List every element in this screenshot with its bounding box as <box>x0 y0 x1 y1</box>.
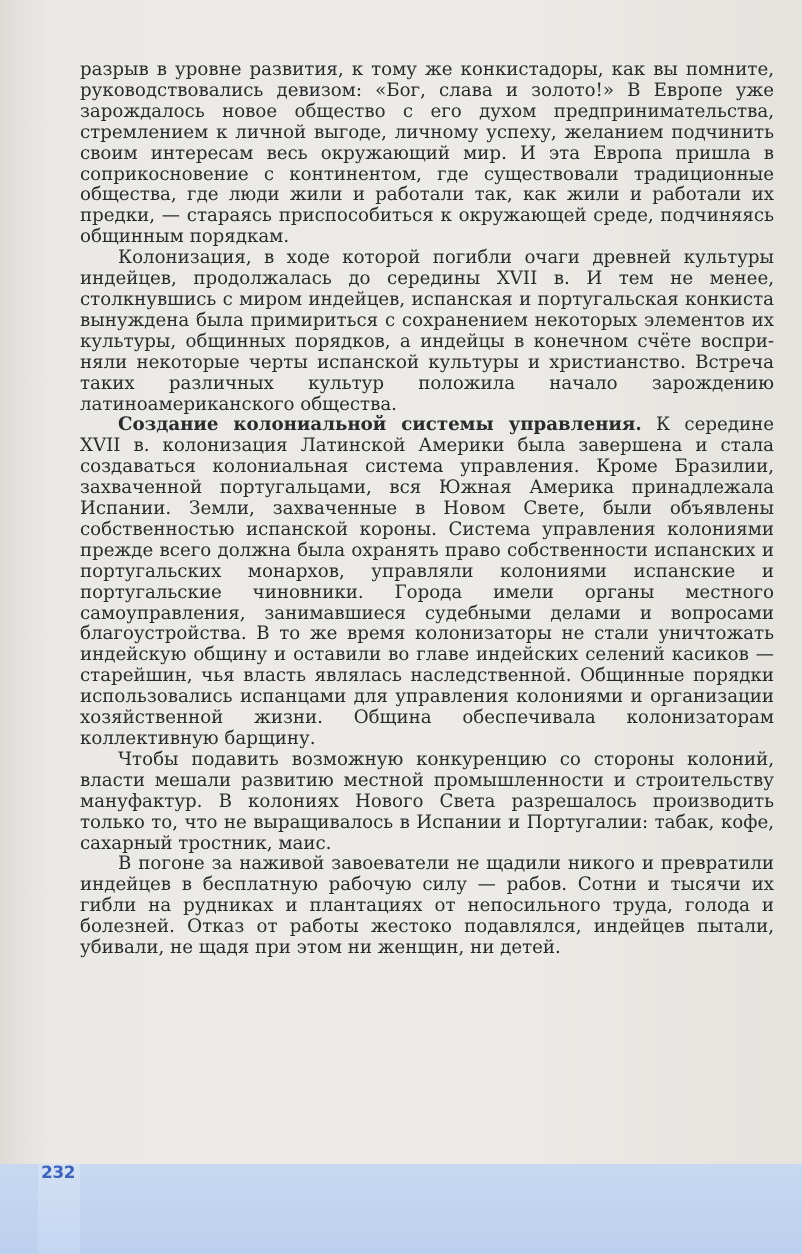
paragraph-4-text: Чтобы подавить возможную конкуренцию со стороны колоний, власти мешали развитию местной промышленности и строительству мануфактур. В колониях Нового Света разрешалось производить только то, что не выращивалось в Испании и Португалии: табак, кофе, сахарный тростник, маис. <box>80 748 774 854</box>
paragraph-2-text: Колонизация, в ходе которой погибли очаги древней культуры индейцев, продолжалась до середины XVII в. И тем не менее, столкнувшись с миром индейцев, испанская и португальская конкиста вынуждена была примириться с сохранением некоторых элементов их культуры, общинных порядков, а индейцы в конечном счёте восприняли некоторые черты испанской культуры и христианство. Встреча таких различных культур положила начало зарождению латиноамериканского общества. <box>80 247 774 415</box>
page-number: 232 <box>41 1163 75 1183</box>
footer-band <box>0 1164 802 1254</box>
paragraph-1 <box>80 60 774 248</box>
paragraph-3-text: К середине XVII в. колонизация Латинской Америки была завершена и стала создаваться колониальная система управления. Кроме Бразилии, захваченной португальцами, вся Южная Америка принадлежала Испании. Земли, захваченные в Новом Свете, были объявлены собственностью испанской короны. Система управления колониями прежде всего должна была охранять право собственности испанских и португальских монархов, управляли колониями испанские и португальские чиновники. Города имели органы местного самоуправления, занимавшиеся судебными делами и вопросами благоустройства. В то же время колонизаторы не стали уничтожать индейскую общину и оставили во главе индейских селений касиков — старейшин, чья власть являлась наследственной. Общинные порядки использовались испанцами для управления колониями и организации хозяйственной жизни. Община обеспечивала колонизаторам коллективную барщину. <box>80 414 774 749</box>
paragraph-2 <box>80 248 774 415</box>
section-heading: Создание колониальной системы управления. <box>118 414 642 436</box>
paragraph-4 <box>80 750 774 855</box>
paragraph-3 <box>80 415 774 750</box>
body-text <box>80 60 774 959</box>
paragraph-5 <box>80 854 774 959</box>
paragraph-5-text: В погоне за наживой завоеватели не щадили никого и превратили индейцев в бесплатную рабочую силу — рабов. Сотни и тысячи их гибли на рудниках и плантациях от непосильного труда, голода и болезней. Отказ от работы жестоко подавлялся, индейцев пытали, убивали, не щадя при этом ни женщин, ни детей. <box>80 853 774 959</box>
paragraph-1-text: разрыв в уровне развития, к тому же конкистадоры, как вы помните, руководствовались девизом: «Бог, слава и золото!» В Европе уже зарождалось новое общество с его духом предпринимательства, стремлением к личной выгоде, личному успеху, желанием подчинить своим интересам весь окружающий мир. И эта Европа пришла в соприкосновение с континентом, где существовали традиционные общества, где люди жили и работали так, как жили и работали их предки, — стараясь приспособиться к окружающей среде, подчиняясь общинным порядкам. <box>80 59 774 248</box>
